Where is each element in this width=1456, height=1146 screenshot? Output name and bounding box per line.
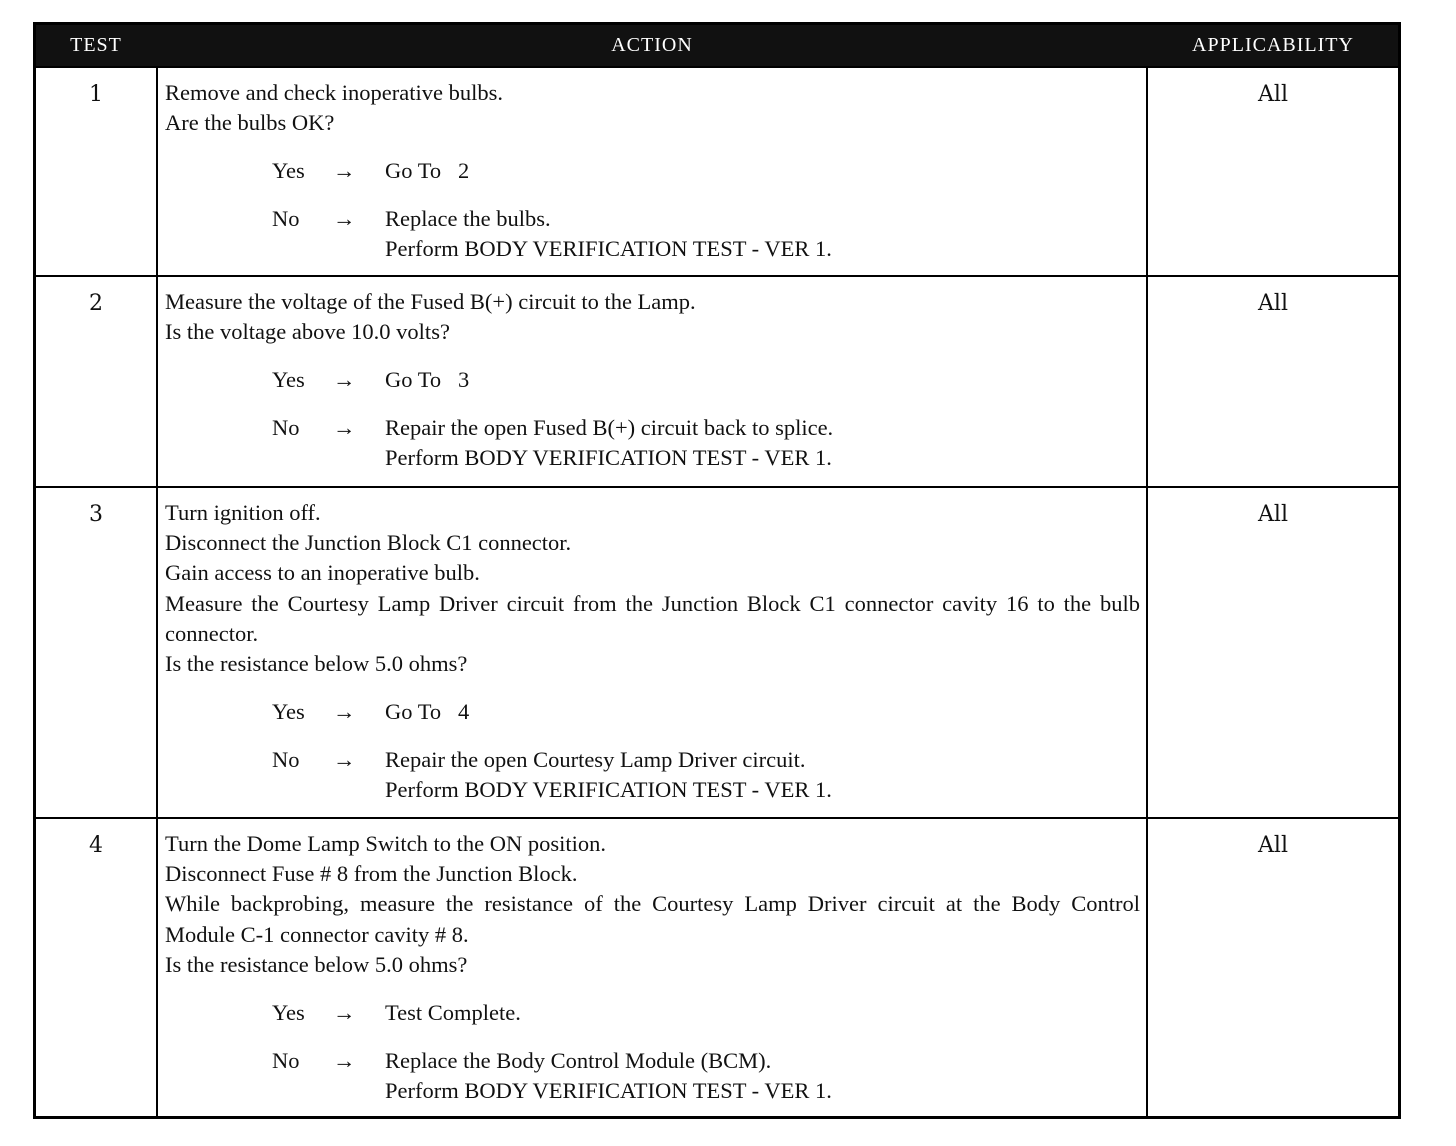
yes-label: Yes xyxy=(272,699,305,725)
yes-branch xyxy=(165,365,1140,395)
yes-target: Test Complete. xyxy=(385,1000,521,1026)
no-followup: Perform BODY VERIFICATION TEST - VER 1. xyxy=(385,777,832,803)
arrow-right-icon: → xyxy=(333,1048,356,1074)
arrow-right-icon: → xyxy=(333,158,356,184)
column-divider xyxy=(1146,66,1148,1116)
header-applicability: APPLICABILITY xyxy=(1192,34,1354,56)
instruction-line: Measure the voltage of the Fused B(+) circuit to the Lamp. xyxy=(165,289,696,314)
applicability-value: All xyxy=(1258,291,1288,316)
instruction-line: Gain access to an inoperative bulb. xyxy=(165,560,480,586)
table-row xyxy=(36,486,1398,819)
header-test: TEST xyxy=(70,34,122,56)
yes-branch xyxy=(165,697,1140,727)
no-branch xyxy=(165,1046,1140,1106)
instruction-line: Turn ignition off. xyxy=(165,500,321,525)
no-label: No xyxy=(272,206,300,232)
no-branch xyxy=(165,745,1140,805)
instruction-line: Is the voltage above 10.0 volts? xyxy=(165,319,450,345)
yes-target: Go To 2 xyxy=(385,158,470,184)
no-label: No xyxy=(272,1048,300,1074)
instruction-line: Measure the Courtesy Lamp Driver circuit from the Junction Block C1 connector cavity 16 to the bulb connector. xyxy=(165,590,1140,646)
instruction-line: Disconnect Fuse # 8 from the Junction Block. xyxy=(165,861,578,887)
header-action: ACTION xyxy=(611,34,693,56)
applicability-value: All xyxy=(1258,82,1288,107)
no-branch xyxy=(165,204,1140,264)
action-cell xyxy=(165,498,1140,805)
no-followup: Perform BODY VERIFICATION TEST - VER 1. xyxy=(385,236,832,262)
applicability-value: All xyxy=(1258,833,1288,858)
instruction-line: While backprobing, measure the resistance of the Courtesy Lamp Driver circuit at the Body Control Module C-1 connector cavity # 8. xyxy=(165,891,1140,947)
instruction-line: Is the resistance below 5.0 ohms? xyxy=(165,651,468,677)
table-row xyxy=(36,275,1398,488)
arrow-right-icon: → xyxy=(333,747,356,773)
action-cell xyxy=(165,829,1140,1106)
no-label: No xyxy=(272,747,300,773)
yes-label: Yes xyxy=(272,158,305,184)
yes-target: Go To 4 xyxy=(385,699,470,725)
test-number: 2 xyxy=(89,291,103,316)
yes-label: Yes xyxy=(272,1000,305,1026)
no-followup: Perform BODY VERIFICATION TEST - VER 1. xyxy=(385,1078,832,1104)
diagnostic-test-table xyxy=(33,22,1401,1119)
test-number: 3 xyxy=(89,502,103,527)
yes-branch xyxy=(165,156,1140,186)
no-target: Replace the Body Control Module (BCM). xyxy=(385,1048,772,1074)
applicability-value: All xyxy=(1258,502,1288,527)
instruction-line: Disconnect the Junction Block C1 connector. xyxy=(165,530,572,556)
no-branch xyxy=(165,413,1140,473)
yes-branch xyxy=(165,998,1140,1028)
instruction-line: Remove and check inoperative bulbs. xyxy=(165,80,504,105)
yes-label: Yes xyxy=(272,367,305,393)
no-target: Repair the open Courtesy Lamp Driver circuit. xyxy=(385,747,806,773)
instruction-line: Are the bulbs OK? xyxy=(165,110,335,136)
arrow-right-icon: → xyxy=(333,1000,356,1026)
yes-target: Go To 3 xyxy=(385,367,470,393)
table-row xyxy=(36,817,1398,1116)
instruction-line: Is the resistance below 5.0 ohms? xyxy=(165,951,468,977)
no-target: Repair the open Fused B(+) circuit back to splice. xyxy=(385,415,834,441)
no-followup: Perform BODY VERIFICATION TEST - VER 1. xyxy=(385,445,832,471)
test-number: 1 xyxy=(89,82,103,107)
table-row xyxy=(36,66,1398,277)
no-target: Replace the bulbs. xyxy=(385,206,551,232)
arrow-right-icon: → xyxy=(333,206,356,232)
arrow-right-icon: → xyxy=(333,415,356,441)
action-cell xyxy=(165,78,1140,264)
table-header xyxy=(36,25,1398,66)
arrow-right-icon: → xyxy=(333,699,356,725)
arrow-right-icon: → xyxy=(333,367,356,393)
instruction-line: Turn the Dome Lamp Switch to the ON position. xyxy=(165,831,607,856)
test-number: 4 xyxy=(89,833,103,858)
action-cell xyxy=(165,287,1140,473)
no-label: No xyxy=(272,415,300,441)
column-divider xyxy=(156,66,158,1116)
